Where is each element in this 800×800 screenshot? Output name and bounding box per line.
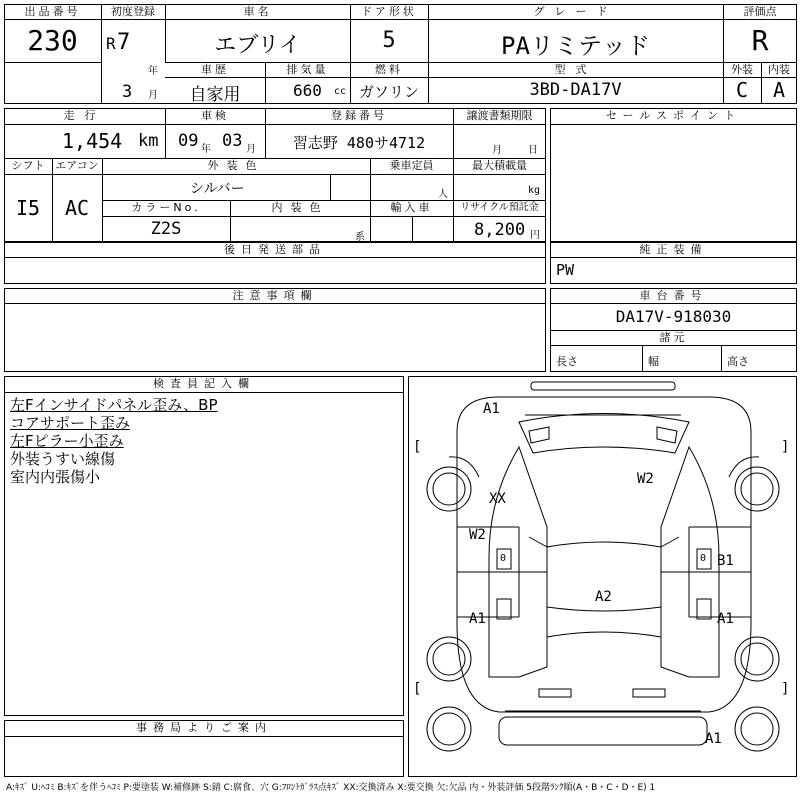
- office-label: 事務局よりご案内: [136, 721, 272, 734]
- inspection-year: 09: [178, 131, 199, 151]
- max-load-label: 最大積載量: [472, 159, 527, 172]
- aircon-label: エアコン: [55, 159, 99, 172]
- fuel-label: 燃料: [375, 63, 403, 76]
- door-count: 5: [382, 28, 396, 53]
- car-diagram: [408, 376, 797, 777]
- capacity-unit: 人: [438, 189, 448, 200]
- bracket-open-rear-left: [: [413, 681, 422, 697]
- month-unit: 月: [148, 90, 158, 101]
- lot-number-label: 出品番号: [24, 5, 81, 18]
- import-label: 輸入車: [390, 201, 433, 214]
- fuel-type: ガソリン: [358, 83, 419, 101]
- mark-left-front-fender: W2: [469, 527, 486, 543]
- exterior-grade: C: [735, 78, 749, 102]
- displacement-unit: cc: [334, 86, 347, 97]
- genuine-equipment-label: 純正装備: [639, 243, 708, 256]
- remark-line: 左Fインサイドパネル歪み、BP: [10, 396, 218, 414]
- mark-rear-bumper: A1: [705, 731, 722, 747]
- car-name-label: 車名: [243, 5, 272, 18]
- inspection-month: 03: [222, 131, 243, 151]
- legend-text: A:ｷｽﾞ U:ﾍｺﾐ B:ｷｽﾞを伴うﾍｺﾐ P:要塗装 W:補修跡 S:錆 C:腐食、穴 G:ﾌﾛﾝﾄｶﾞﾗｽ点ｷｽﾞ XX:交換済み X:要交換 欠:欠品 内・外装評価 5段階ﾗﾝｸ順(A・B・C・D・E) 1: [6, 783, 656, 793]
- mark-roof: A2: [595, 589, 612, 605]
- remark-line: 室内内張傷小: [10, 468, 101, 486]
- mileage-unit: km: [138, 131, 159, 151]
- mark-left-rear-door: A1: [469, 611, 486, 627]
- glass-mark-left: 0: [500, 553, 507, 564]
- inspector-remarks: [10, 396, 400, 486]
- remark-line: 左Fピラー小歪み: [10, 432, 124, 450]
- chassis-number: DA17V-918030: [615, 307, 732, 326]
- grade-value: PAリミテッド: [501, 32, 650, 60]
- shift-value: I5: [15, 196, 41, 220]
- car-diagram-svg: [409, 377, 796, 776]
- remark-line: 外装うすい線傷: [10, 450, 116, 468]
- transfer-deadline-label: 譲渡書類期限: [466, 109, 533, 122]
- registration-year: 7: [117, 30, 131, 55]
- overall-rating: R: [751, 24, 769, 57]
- inspection-year-unit: 年: [201, 144, 211, 155]
- vehicle-history: 自家用: [189, 85, 241, 105]
- registration-month: 3: [122, 82, 133, 102]
- license-plate: 習志野 480サ4712: [292, 134, 426, 152]
- aircon-value: AC: [64, 196, 90, 220]
- inspector-label: 検査員記入欄: [153, 377, 255, 390]
- int-color-label: 内装色: [271, 201, 329, 214]
- mileage: 1,454: [62, 129, 123, 153]
- car-name: エブリイ: [214, 33, 301, 58]
- bracket-open-front-left: [: [413, 439, 422, 455]
- transfer-day-unit: 日: [528, 145, 538, 156]
- color-no: Z2S: [150, 219, 182, 239]
- sales-points-label: セールスポイント: [605, 109, 741, 122]
- remark-line: コアサポート歪み: [10, 414, 131, 432]
- lot-number: 230: [27, 24, 78, 57]
- bracket-close-rear-right: ]: [781, 681, 790, 697]
- max-load-unit: kg: [528, 185, 541, 196]
- ext-color: シルバー: [190, 181, 245, 197]
- model-code: 3BD-DA17V: [529, 80, 622, 100]
- interior-grade-label: 内装: [768, 63, 790, 76]
- bracket-close-front-right: ]: [781, 439, 790, 455]
- mark-right-rear-door: A1: [717, 611, 734, 627]
- recycle-fee: 8,200: [474, 220, 526, 240]
- mark-core: XX: [489, 491, 506, 507]
- notes-label: 注意事項欄: [232, 289, 318, 302]
- displacement: 660: [293, 81, 322, 100]
- door-type-label: ドア形状: [361, 5, 417, 18]
- mark-right-front-door: B1: [717, 553, 734, 569]
- era-letter: R: [106, 34, 116, 53]
- year-unit: 年: [148, 66, 158, 77]
- recycle-label: リサイクル預託金: [460, 202, 539, 213]
- displacement-label: 排気量: [286, 63, 329, 76]
- shift-label: シフト: [11, 159, 45, 172]
- inspection-label: 車検: [201, 109, 229, 122]
- later-parts-label: 後日発送部品: [224, 243, 326, 256]
- rating-label: 評価点: [743, 5, 777, 18]
- sales-points-block: [550, 108, 797, 242]
- first-registration-label: 初度登録: [111, 5, 155, 18]
- ext-color-label: 外装色: [207, 159, 265, 172]
- length-label: 長さ: [556, 355, 578, 368]
- inspection-month-unit: 月: [246, 144, 256, 155]
- interior-grade: A: [772, 78, 786, 102]
- dimensions-label: 諸元: [659, 331, 688, 344]
- mark-front-bumper: A1: [483, 401, 500, 417]
- color-no-label: カラーNo.: [131, 201, 201, 214]
- mark-hood: W2: [637, 471, 654, 487]
- plate-label: 登録番号: [331, 109, 387, 122]
- chassis-no-label: 車台番号: [639, 289, 708, 302]
- capacity-label: 乗車定員: [389, 159, 434, 172]
- glass-mark-right: 0: [700, 553, 707, 564]
- recycle-unit: 円: [530, 230, 540, 241]
- width-label: 幅: [648, 355, 659, 368]
- exterior-grade-label: 外装: [731, 63, 753, 76]
- model-code-label: 型式: [554, 63, 597, 76]
- mileage-label: 走行: [63, 109, 106, 122]
- height-label: 高さ: [727, 355, 749, 368]
- transfer-month-unit: 月: [492, 145, 502, 156]
- history-label: 車歴: [201, 63, 229, 76]
- int-color-unit: 系: [355, 232, 365, 243]
- grade-label: グレード: [533, 5, 618, 18]
- genuine-equipment: PW: [556, 261, 575, 279]
